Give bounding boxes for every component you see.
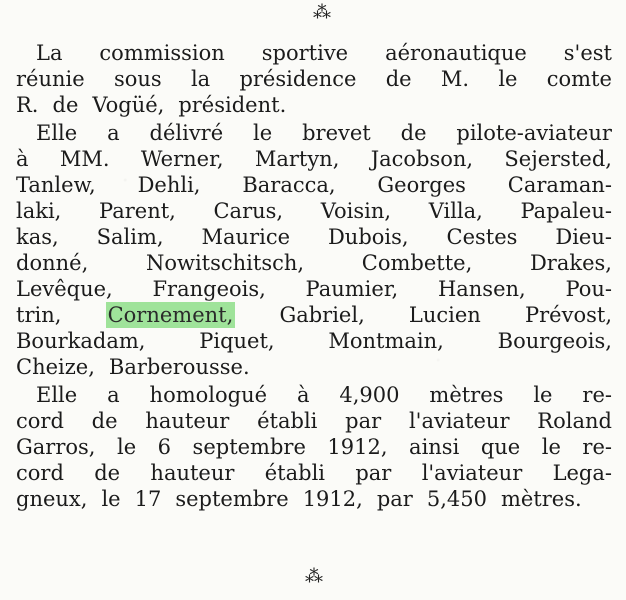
- word: la: [190, 67, 211, 91]
- text-line: [36, 120, 612, 146]
- text-line: [16, 66, 612, 92]
- highlighted-word: Cornement,: [107, 303, 234, 327]
- word: 17: [134, 487, 162, 511]
- word: Caraman-: [507, 173, 612, 197]
- word: laki,: [16, 199, 62, 223]
- word: par: [355, 461, 392, 485]
- word: cord: [16, 461, 64, 485]
- word: le: [101, 487, 121, 511]
- word: gneux,: [16, 487, 88, 511]
- word: Bourkadam,: [16, 329, 146, 353]
- text-line: [16, 328, 612, 354]
- text-line: [16, 276, 612, 302]
- word: Carus,: [213, 199, 284, 223]
- word: Piquet,: [199, 329, 275, 353]
- word: Tanlew,: [16, 173, 96, 197]
- word: Dubois,: [327, 225, 409, 249]
- word: établi: [264, 461, 326, 485]
- text-line: [16, 408, 612, 434]
- word: a: [107, 383, 120, 407]
- word: commission: [99, 41, 225, 65]
- word: Georges: [377, 173, 466, 197]
- word: Elle: [36, 121, 78, 145]
- word: MM.: [59, 147, 110, 171]
- word: réunie: [16, 67, 85, 91]
- word: Dehli,: [137, 173, 201, 197]
- word: ainsi: [409, 435, 460, 459]
- asterism-ornament-top: ⁂: [313, 2, 329, 23]
- word: de: [400, 121, 427, 145]
- word: Gabriel,: [279, 303, 365, 327]
- word: Sejersted,: [504, 147, 612, 171]
- word: par: [345, 409, 382, 433]
- word: Villa,: [428, 199, 483, 223]
- word: Elle: [36, 383, 78, 407]
- word: Pou-: [565, 277, 612, 301]
- word: Hansen,: [437, 277, 526, 301]
- word: le: [533, 383, 553, 407]
- word: présidence: [239, 67, 357, 91]
- text-line: [16, 198, 612, 224]
- word: délivré: [149, 121, 224, 145]
- text-line: [16, 460, 612, 486]
- word: Vogüé,: [92, 93, 165, 117]
- word: Cheize,: [16, 355, 95, 379]
- word: sportive: [261, 41, 349, 65]
- word: La: [36, 41, 63, 65]
- word: de: [385, 67, 412, 91]
- word: 1912,: [327, 435, 388, 459]
- word: de: [52, 93, 79, 117]
- asterism-ornament-bottom: ⁂: [305, 566, 321, 587]
- text-line: [16, 354, 612, 380]
- word: M.: [440, 67, 470, 91]
- word: donné,: [16, 251, 89, 275]
- word: le: [498, 67, 518, 91]
- word: a: [107, 121, 120, 145]
- word: Papaleu-: [520, 199, 612, 223]
- word: 6: [157, 435, 172, 459]
- word: s'est: [563, 41, 612, 65]
- word: de: [94, 461, 121, 485]
- text-line: [36, 382, 612, 408]
- text-line: [16, 486, 612, 512]
- word: septembre: [192, 435, 306, 459]
- word: à: [16, 147, 29, 171]
- word: comte: [546, 67, 612, 91]
- word: Roland: [537, 409, 612, 433]
- word: aéronautique: [385, 41, 527, 65]
- word: Jacobson,: [370, 147, 474, 171]
- word: que: [480, 435, 521, 459]
- word: le: [253, 121, 273, 145]
- word: de: [91, 409, 118, 433]
- word: pilote-aviateur: [456, 121, 612, 145]
- text-line: [16, 92, 612, 118]
- word: mètres: [429, 383, 504, 407]
- word: re-: [582, 383, 612, 407]
- word: Montmain,: [328, 329, 444, 353]
- word: l'aviateur: [408, 409, 510, 433]
- word: cord: [16, 409, 64, 433]
- word: l'aviateur: [421, 461, 523, 485]
- text-line: [16, 302, 612, 328]
- word: Parent,: [99, 199, 176, 223]
- text-line: [16, 224, 612, 250]
- word: 4,900: [339, 383, 400, 407]
- word: le: [116, 435, 137, 459]
- word: sous: [113, 67, 162, 91]
- word: Nowitschitsch,: [145, 251, 305, 275]
- word: Levêque,: [16, 277, 113, 301]
- word: Voisin,: [320, 199, 392, 223]
- word: Bourgeois,: [497, 329, 612, 353]
- word: le: [541, 435, 561, 459]
- word: à: [296, 383, 310, 407]
- word: Lega-: [552, 461, 612, 485]
- text-line: [16, 250, 612, 276]
- word: kas,: [16, 225, 59, 249]
- word: Garros,: [16, 435, 96, 459]
- word: Paumier,: [305, 277, 399, 301]
- word: Maurice: [201, 225, 291, 249]
- word: Prévost,: [525, 303, 612, 327]
- word: Salim,: [96, 225, 164, 249]
- word: Drakes,: [529, 251, 612, 275]
- word: Dieu-: [555, 225, 612, 249]
- word: R.: [16, 93, 39, 117]
- word: Combette,: [361, 251, 473, 275]
- word: trin,: [16, 303, 62, 327]
- word: Lucien: [408, 303, 481, 327]
- word: homologué: [149, 383, 268, 407]
- word: brevet: [302, 121, 371, 145]
- word: président.: [178, 93, 287, 117]
- word: Barberousse.: [108, 355, 250, 379]
- word: 1912,: [302, 487, 363, 511]
- word: établi: [257, 409, 318, 433]
- word: 5,450: [426, 487, 487, 511]
- word: Cestes: [446, 225, 518, 249]
- text-line: [16, 172, 612, 198]
- text-line: [36, 40, 612, 66]
- word: mètres.: [500, 487, 582, 511]
- word: Baracca,: [242, 173, 336, 197]
- word: Frangeois,: [152, 277, 266, 301]
- text-line: [16, 146, 612, 172]
- word: hauteur: [145, 409, 230, 433]
- word: hauteur: [150, 461, 235, 485]
- text-line: [16, 434, 612, 460]
- word: Werner,: [140, 147, 224, 171]
- word: re-: [582, 435, 612, 459]
- word: septembre: [175, 487, 289, 511]
- word: Martyn,: [254, 147, 340, 171]
- word: par: [376, 487, 413, 511]
